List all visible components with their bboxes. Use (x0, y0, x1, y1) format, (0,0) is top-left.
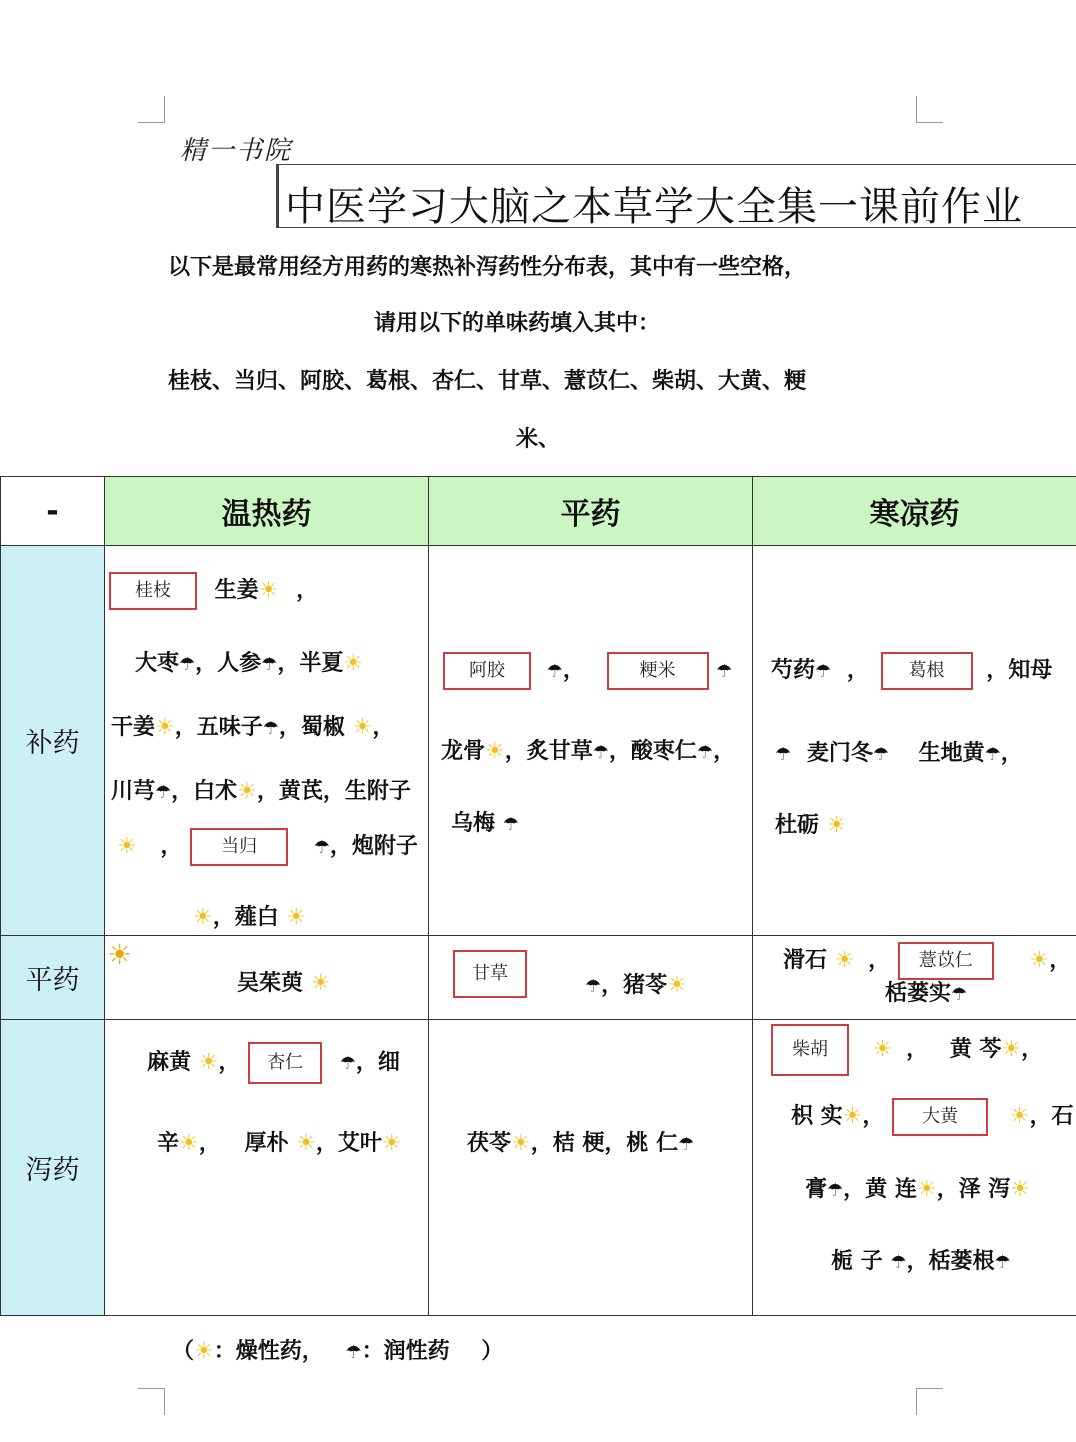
sun-icon: ☀ (352, 715, 373, 740)
herb-text: ，桔 梗，桃 仁 (530, 1131, 679, 1156)
herb-text: 膏 (805, 1177, 828, 1202)
intro-line-4: 米、 (516, 427, 561, 452)
legend-moist: ：润性药 (361, 1339, 450, 1364)
umbrella-icon: ☂ (984, 744, 1001, 765)
herb-text: ， (846, 658, 869, 683)
sun-icon: ☀ (107, 938, 133, 971)
herb-text: 枳 实 (791, 1104, 843, 1129)
sun-icon: ☀ (485, 739, 505, 764)
herb-text: 滑石 (783, 948, 828, 973)
herb-text: ， (1000, 741, 1023, 766)
sun-icon: ☀ (193, 905, 213, 930)
herb-text: 龙骨 (441, 739, 486, 764)
herb-text: ， (862, 1104, 885, 1129)
sun-icon: ☀ (296, 1131, 316, 1156)
sun-icon: ☀ (842, 1104, 863, 1129)
umbrella-icon: ☂ (678, 1134, 695, 1155)
sun-icon: ☀ (237, 779, 257, 804)
answer-box: 柴胡 (771, 1024, 849, 1076)
cell-purge-neutral (429, 1020, 753, 1316)
legend-paren: （ (172, 1339, 195, 1364)
intro-line-3: 桂枝、当归、阿胶、葛根、杏仁、甘草、薏苡仁、柴胡、大黄、粳 (168, 369, 807, 394)
cell-purge-cold (753, 1020, 1076, 1316)
umbrella-icon: ☂ (262, 718, 279, 739)
umbrella-icon: ☂ (502, 814, 519, 835)
herb-text: 茯苓 (467, 1131, 512, 1156)
cell-tonic-warm (105, 546, 429, 936)
intro-line-1: 以下是最常用经方用药的寒热补泻药性分布表，其中有一些空格， (168, 255, 807, 280)
herb-text: 栀 子 (831, 1249, 883, 1274)
herb-text: ，石 (1029, 1104, 1074, 1129)
corner-cell: - (1, 477, 105, 546)
herb-text: ，人参 (195, 651, 262, 676)
sun-icon: ☀ (194, 1339, 214, 1364)
herb-text: ， (868, 948, 891, 973)
sun-icon: ☀ (872, 1037, 893, 1062)
umbrella-icon: ☂ (313, 837, 330, 858)
herb-text: ，白术 (171, 779, 238, 804)
herb-text: 芍药 (771, 658, 816, 683)
herb-text: ，泽 泻 (936, 1177, 1011, 1202)
sun-icon: ☀ (1009, 1104, 1030, 1129)
umbrella-icon: ☂ (775, 744, 792, 765)
answer-box: 甘草 (453, 950, 527, 998)
herb-text: ，黄 连 (843, 1177, 917, 1202)
herb-text: ， (218, 1050, 241, 1075)
herb-text: 乌梅 (451, 811, 496, 836)
sun-icon: ☀ (343, 651, 364, 676)
herb-text: ，栝蒌根 (906, 1249, 995, 1274)
answer-box: 阿胶 (443, 652, 531, 690)
herb-text: ，炙甘草 (504, 739, 593, 764)
herb-text: ，薤白 (212, 905, 279, 930)
sun-icon: ☀ (1029, 948, 1050, 973)
page-corner-mark (138, 1388, 165, 1415)
sun-icon: ☀ (1001, 1037, 1022, 1062)
umbrella-icon: ☂ (261, 654, 278, 675)
herb-text: 杜砺 (775, 813, 820, 838)
herb-text: ，五味子 (174, 715, 263, 740)
herb-text: ，细 (355, 1050, 400, 1075)
cell-neutral-cold (753, 936, 1076, 1020)
page-corner-mark (916, 1388, 943, 1415)
page-corner-mark (138, 96, 165, 123)
sun-icon: ☀ (381, 1131, 402, 1156)
herb-text: ， (713, 739, 736, 764)
umbrella-icon: ☂ (155, 782, 172, 803)
herb-text: ，知母 (986, 658, 1053, 683)
sun-icon: ☀ (286, 905, 307, 930)
herb-text: ， (160, 834, 183, 859)
herb-text: ，半夏 (277, 651, 344, 676)
title-box (276, 164, 1076, 228)
cell-neutral-neutral (429, 936, 753, 1020)
herb-text: 黄 芩 (949, 1037, 1002, 1062)
herb-text: ，炮附子 (329, 834, 418, 859)
answer-box: 大黄 (892, 1098, 988, 1136)
col-header-neutral: 平药 (429, 477, 753, 546)
sun-icon: ☀ (834, 948, 855, 973)
herb-text: ， (1049, 948, 1072, 973)
page-title: 中医学习大脑之本草学大全集一课前作业 (285, 184, 1023, 230)
col-header-cold: 寒凉药 (753, 477, 1076, 546)
umbrella-icon: ☂ (585, 976, 602, 997)
col-header-warm: 温热药 (105, 477, 429, 546)
umbrella-icon: ☂ (890, 1252, 907, 1273)
sun-icon: ☀ (826, 813, 847, 838)
herb-text: 生地黄 (918, 741, 985, 766)
cell-neutral-warm (105, 936, 429, 1020)
sun-icon: ☀ (198, 1050, 219, 1075)
logo: 精一书院 (180, 136, 293, 166)
umbrella-icon: ☂ (994, 1252, 1011, 1273)
umbrella-icon: ☂ (546, 661, 563, 682)
sun-icon: ☀ (258, 578, 279, 603)
herb-text: 川芎 (111, 779, 156, 804)
herb-text: ， (562, 658, 585, 683)
row-header-purge: 泻药 (1, 1020, 105, 1316)
legend-paren: ） (481, 1339, 504, 1364)
umbrella-icon: ☂ (339, 1053, 356, 1074)
herb-text: ，艾叶 (315, 1131, 382, 1156)
umbrella-icon: ☂ (592, 742, 609, 763)
herb-text: 麻黄 (147, 1050, 192, 1075)
umbrella-icon: ☂ (716, 661, 733, 682)
herb-text: ，蜀椒 (278, 715, 345, 740)
herb-text: ， (296, 578, 319, 603)
answer-box: 薏苡仁 (898, 942, 994, 980)
cell-tonic-cold (753, 546, 1076, 936)
answer-box: 杏仁 (248, 1042, 322, 1084)
row-header-tonic: 补药 (1, 546, 105, 936)
cell-purge-warm (105, 1020, 429, 1316)
umbrella-icon: ☂ (872, 744, 889, 765)
herb-text: ， (906, 1037, 929, 1062)
sun-icon: ☀ (310, 971, 331, 996)
herb-text: 干姜 (111, 715, 156, 740)
umbrella-icon: ☂ (696, 742, 714, 763)
umbrella-icon: ☂ (179, 654, 196, 675)
sun-icon: ☀ (179, 1131, 199, 1156)
row-header-neutral: 平药 (1, 936, 105, 1020)
herb-text: 麦门冬 (806, 741, 873, 766)
sun-icon: ☀ (511, 1131, 531, 1156)
herb-text: 大枣 (135, 651, 180, 676)
herb-text: ， (1021, 1037, 1044, 1062)
legend-dry: ：燥性药， (213, 1339, 324, 1364)
herb-text: ， (372, 715, 395, 740)
sun-icon: ☀ (916, 1177, 937, 1202)
answer-box: 当归 (190, 828, 288, 866)
herb-text: 栝蒌实 (885, 981, 952, 1006)
umbrella-icon: ☂ (827, 1180, 844, 1201)
herb-text: ，黄芪，生附子 (256, 779, 411, 804)
intro-line-2: 请用以下的单味药填入其中： (374, 311, 661, 336)
answer-box: 粳米 (607, 652, 709, 690)
herb-text: 吴茱萸 (237, 971, 304, 996)
herb-text: ，猪苓 (601, 973, 668, 998)
herb-text: ，酸枣仁 (608, 739, 697, 764)
umbrella-icon: ☂ (815, 661, 832, 682)
herb-text: 厚朴 (244, 1131, 289, 1156)
cell-tonic-neutral (429, 546, 753, 936)
umbrella-icon: ☂ (951, 984, 968, 1005)
legend (172, 1334, 503, 1365)
answer-box: 葛根 (881, 652, 973, 690)
herb-text: 生姜 (214, 578, 259, 603)
page-corner-mark (916, 96, 943, 123)
sun-icon: ☀ (1010, 1177, 1030, 1202)
herb-property-table (0, 476, 1076, 1316)
herb-text: 辛 (157, 1131, 180, 1156)
sun-icon: ☀ (155, 715, 175, 740)
herb-text: ， (198, 1131, 221, 1156)
umbrella-icon: ☂ (345, 1342, 362, 1363)
answer-box: 桂枝 (109, 572, 197, 610)
sun-icon: ☀ (117, 834, 137, 859)
sun-icon: ☀ (667, 973, 687, 998)
